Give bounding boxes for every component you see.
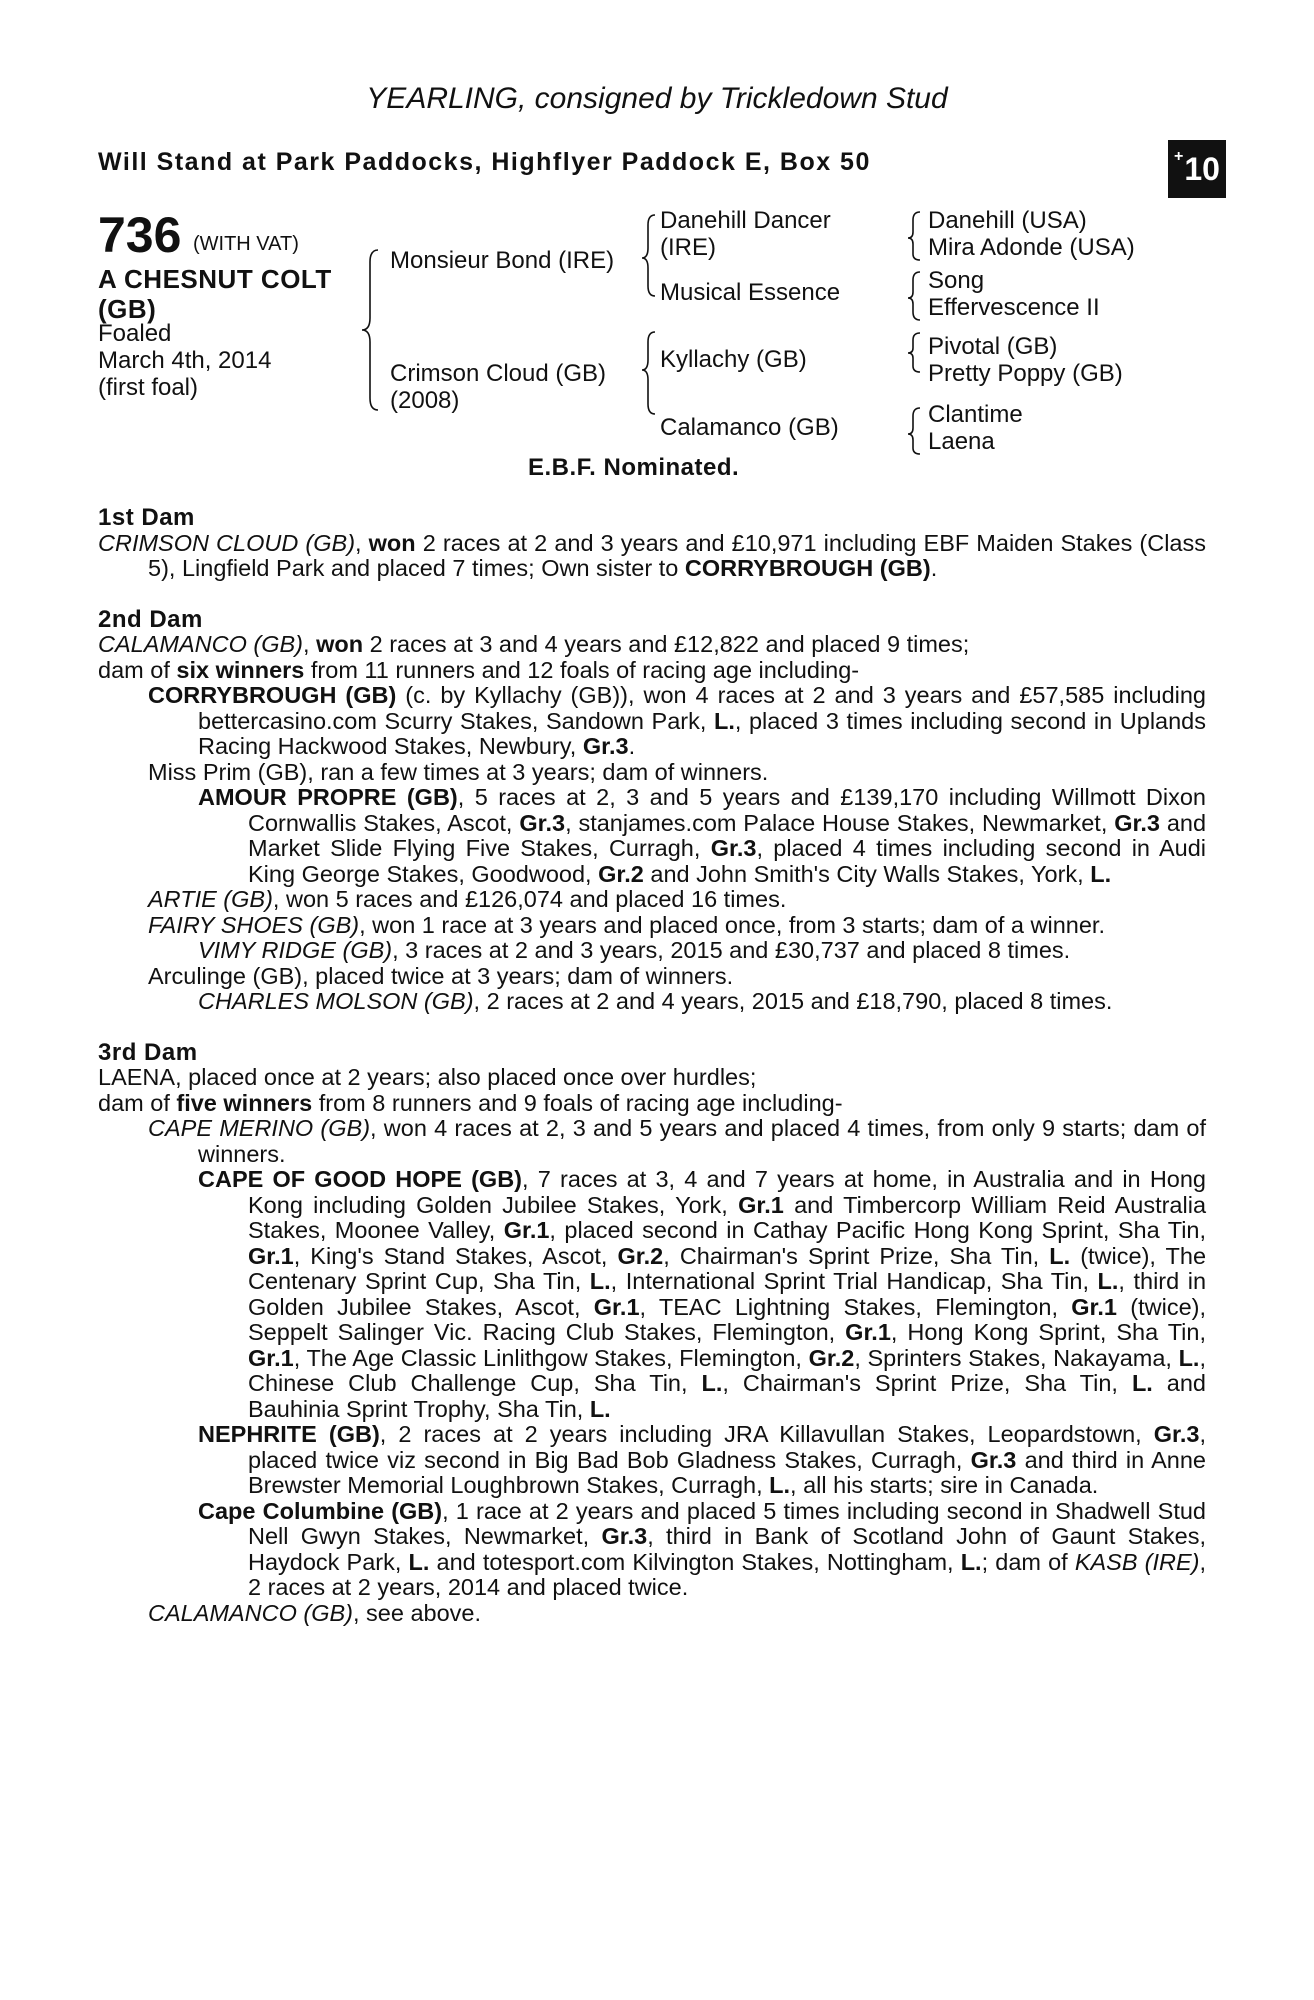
text: , won 1 race at 3 years and placed once, from 3 starts; dam of a winner. xyxy=(359,911,1105,938)
text: dam of xyxy=(98,656,170,683)
g-bracket-2 xyxy=(908,272,920,320)
listed-label: L. xyxy=(1178,1344,1200,1371)
horse-name: ARTIE (GB) xyxy=(148,886,273,912)
second-dam-produce xyxy=(98,658,1206,684)
first-dam-para: CRIMSON CLOUD (GB), won 2 races at 2 and 3 years and £10,971 including EBF Maiden Stakes (Class 5), Lingfield Park and placed 7 times; Own sister to CORRYBROUGH (GB). xyxy=(98,529,1206,581)
group-label: Gr.3 xyxy=(970,1446,1017,1473)
produce-entry: Arculinge (GB), placed twice at 3 years; dam of winners. xyxy=(148,962,734,989)
produce-entry xyxy=(98,683,1206,760)
dam-name: CRIMSON CLOUD (GB) xyxy=(98,529,356,556)
text: , 3 races at 2 and 3 years, 2015 and £30,737 and placed 8 times. xyxy=(392,937,1071,963)
text: , Sprinters Stakes, Nakayama, xyxy=(854,1344,1172,1371)
text: from 11 runners and 12 foals of racing age including- xyxy=(310,656,860,683)
text: (twice), Seppelt Salinger Vic. Racing Club Stakes, Flemington, xyxy=(248,1293,1207,1345)
text: , placed 3 times including second in Uplands Racing Hackwood Stakes, Newbury, xyxy=(198,707,1207,759)
text: , The Age Classic Linlithgow Stakes, Flemington, xyxy=(293,1344,802,1371)
third-dam-heading: 3rd Dam xyxy=(98,1038,198,1066)
consignor-line: YEARLING, consigned by Trickledown Stud xyxy=(366,82,948,115)
text: , International Sprint Trial Handicap, Sha Tin, xyxy=(610,1268,1089,1294)
listed-label: L. xyxy=(1090,860,1112,887)
won-label: won xyxy=(316,631,364,657)
group-label: Gr.1 xyxy=(738,1191,784,1218)
listed-label: L. xyxy=(701,1370,723,1396)
group-label: Gr.3 xyxy=(710,835,757,861)
second-dam-heading: 2nd Dam xyxy=(98,605,203,633)
horse-name: VIMY RIDGE (GB) xyxy=(198,937,393,963)
text: , 5 races at 2, 3 and 5 years and £139,170 including Willmott Dixon Cornwallis Stakes, Ascot, xyxy=(248,784,1206,836)
won-label: won xyxy=(368,529,416,556)
lot-number: 736 xyxy=(98,207,182,263)
sire: Monsieur Bond (IRE) xyxy=(390,247,615,274)
text: from 8 runners and 9 foals of racing age including- xyxy=(318,1089,843,1116)
listed-label: L. xyxy=(713,707,735,734)
dam-bracket xyxy=(642,332,655,414)
location-line: Will Stand at Park Paddocks, Highflyer Paddock E, Box 50 xyxy=(98,148,871,176)
listed-label: L. xyxy=(408,1548,430,1575)
horse-name: Cape Columbine (GB) xyxy=(198,1497,443,1524)
text: , Chairman's Sprint Prize, Sha Tin, xyxy=(663,1242,1040,1269)
sire-dam: Musical Essence xyxy=(660,279,841,306)
gg-1: Danehill (USA) xyxy=(928,207,1087,234)
text: , 7 races at 3, 4 and 7 years at home, in Australia and in Hong Kong including Golden Jubilee Stakes, York, xyxy=(248,1166,1206,1218)
text: and John Smith's City Walls Stakes, York, xyxy=(650,860,1084,887)
group-label: Gr.3 xyxy=(1114,809,1160,836)
text: (c. by Kyllachy (GB)), won 4 races at 2 and 3 years and £57,585 including bettercasino.com Scurry Stakes, Sandown Park, xyxy=(198,682,1206,734)
group-label: Gr.1 xyxy=(248,1242,294,1269)
listed-label: L. xyxy=(769,1472,791,1498)
dam-year: (2008) xyxy=(390,387,460,414)
horse-name: CALAMANCO (GB) xyxy=(148,1599,353,1626)
sister-name: CORRYBROUGH (GB) xyxy=(684,555,931,581)
group-label: Gr.2 xyxy=(598,860,644,887)
group-label: Gr.3 xyxy=(1153,1421,1200,1447)
winners-count: six winners xyxy=(176,656,305,683)
listed-label: L. xyxy=(1097,1268,1119,1294)
text: , 2 races at 2 and 4 years, 2015 and £18,790, placed 8 times. xyxy=(473,988,1113,1014)
foaled-label: Foaled xyxy=(98,320,172,347)
group-label: Gr.1 xyxy=(845,1319,891,1345)
text: , third in Bank of Scotland John of Gaunt Stakes, Haydock Park, xyxy=(248,1523,1207,1575)
g-bracket-1 xyxy=(908,212,920,260)
text: (twice), The Centenary Sprint Cup, Sha Tin, xyxy=(248,1242,1207,1294)
text: dam of xyxy=(98,1089,170,1116)
text: , King's Stand Stakes, Ascot, xyxy=(293,1242,608,1269)
pedigree-brackets xyxy=(0,0,1314,460)
text: and totesport.com Kilvington Stakes, Nottingham, xyxy=(436,1548,954,1575)
text: , third in Golden Jubilee Stakes, Ascot, xyxy=(248,1268,1207,1320)
text: , placed twice viz second in Big Bad Bob Gladness Stakes, Curragh, xyxy=(248,1421,1207,1473)
horse-name-line2: (GB) xyxy=(98,294,157,324)
produce-entry xyxy=(98,989,1206,1015)
produce-entry xyxy=(98,1499,1206,1601)
group-label: Gr.3 xyxy=(601,1523,648,1549)
gg-2: Mira Adonde (USA) xyxy=(928,234,1135,261)
group-label: Gr.1 xyxy=(593,1293,640,1320)
text: , Hong Kong Sprint, Sha Tin, xyxy=(890,1319,1206,1345)
group-label: Gr.3 xyxy=(582,733,629,759)
group-label: Gr.2 xyxy=(808,1344,855,1371)
text: ; dam of xyxy=(981,1548,1068,1575)
gg-8: Laena xyxy=(928,428,995,455)
g-bracket-4 xyxy=(908,408,920,454)
ebf-nominated: E.B.F. Nominated. xyxy=(528,454,740,481)
listed-label: L. xyxy=(1131,1370,1153,1396)
text: , won 4 races at 2, 3 and 5 years and placed 4 times, from only 9 starts; dam of winners. xyxy=(198,1115,1206,1167)
produce-entry xyxy=(98,1116,1206,1167)
vat-label: (WITH VAT) xyxy=(193,233,299,255)
text: , Chinese Club Challenge Cup, Sha Tin, xyxy=(248,1344,1206,1396)
sire-sire-line2: (IRE) xyxy=(660,234,716,261)
badge-plus: + xyxy=(1174,148,1184,165)
produce-entry xyxy=(98,1167,1206,1422)
text: , TEAC Lightning Stakes, Flemington, xyxy=(639,1293,1058,1320)
listed-label: L. xyxy=(1049,1242,1071,1269)
text: , Chairman's Sprint Prize, Sha Tin, xyxy=(722,1370,1118,1396)
produce-entry xyxy=(98,785,1206,887)
text: and Bauhinia Sprint Trophy, Sha Tin, xyxy=(248,1370,1207,1422)
winners-count: five winners xyxy=(176,1089,313,1116)
horse-name: FAIRY SHOES (GB) xyxy=(148,911,360,938)
produce-entry xyxy=(98,1601,1206,1627)
text: and Timbercorp William Reid Australia Stakes, Moonee Valley, xyxy=(248,1191,1207,1243)
main-bracket xyxy=(362,250,378,410)
text: and third in Anne Brewster Memorial Loughbrown Stakes, Curragh, xyxy=(248,1446,1207,1498)
punct: . xyxy=(930,555,938,581)
horse-name: NEPHRITE (GB) xyxy=(198,1421,380,1447)
text: , 2 races at 2 years including JRA Killavullan Stakes, Leopardstown, xyxy=(379,1421,1142,1447)
dam: Crimson Cloud (GB) xyxy=(390,360,607,387)
text: and Market Slide Flying Five Stakes, Curragh, xyxy=(248,809,1207,861)
produce-entry xyxy=(98,938,1206,964)
horse-name: CHARLES MOLSON (GB) xyxy=(198,988,474,1014)
horse-name: CAPE MERINO (GB) xyxy=(148,1115,371,1141)
punct: . xyxy=(628,733,636,759)
text: , won 5 races and £126,074 and placed 16 times. xyxy=(272,886,787,912)
horse-name: AMOUR PROPRE (GB) xyxy=(198,784,458,810)
first-dam-heading: 1st Dam xyxy=(98,504,195,531)
g-bracket-3 xyxy=(908,333,920,372)
gg-7: Clantime xyxy=(928,401,1023,428)
group-label: Gr.1 xyxy=(248,1344,294,1371)
text: , 1 race at 2 years and placed 5 times including second in Shadwell Stud Nell Gwyn Stakes, Newmarket, xyxy=(248,1497,1206,1549)
group-label: Gr.3 xyxy=(519,809,566,836)
gg-3: Song xyxy=(928,267,985,294)
produce-entry: Miss Prim (GB), ran a few times at 3 years; dam of winners. xyxy=(148,758,769,785)
dam-sire: Kyllachy (GB) xyxy=(660,346,807,373)
foal-note: (first foal) xyxy=(98,374,199,401)
text: , placed second in Cathay Pacific Hong Kong Sprint, Sha Tin, xyxy=(549,1217,1207,1243)
produce-entry xyxy=(98,913,1206,939)
dam-name: CALAMANCO (GB) xyxy=(98,631,303,657)
text: , stanjames.com Palace House Stakes, Newmarket, xyxy=(565,809,1108,836)
gg-6: Pretty Poppy (GB) xyxy=(928,360,1123,387)
horse-name: KASB (IRE) xyxy=(1074,1548,1200,1575)
dam-dam: Calamanco (GB) xyxy=(660,414,839,441)
gg-5: Pivotal (GB) xyxy=(928,333,1058,360)
badge-number: 10 xyxy=(1184,150,1220,187)
text: , placed 4 times including second in Audi King George Stakes, Goodwood, xyxy=(248,835,1207,887)
horse-name: CORRYBROUGH (GB) xyxy=(148,682,397,708)
group-label: Gr.1 xyxy=(503,1217,550,1243)
listed-label: L. xyxy=(960,1548,982,1575)
group-label: Gr.2 xyxy=(617,1242,664,1269)
third-dam-produce xyxy=(98,1091,1206,1117)
gg-4: Effervescence II xyxy=(928,294,1100,321)
text: , all his starts; sire in Canada. xyxy=(790,1472,1099,1498)
produce-entry xyxy=(98,1422,1206,1499)
dam-record: 2 races at 2 and 3 years and £10,971 including EBF Maiden Stakes (Class 5), Lingfield Park and placed 7 times; Own sister to xyxy=(148,529,1206,581)
text: , 2 races at 2 years, 2014 and placed twice. xyxy=(248,1548,1206,1600)
listed-label: L. xyxy=(589,1268,611,1294)
foaled-date: March 4th, 2014 xyxy=(98,347,272,374)
horse-name: CAPE OF GOOD HOPE (GB) xyxy=(198,1166,523,1192)
catalogue-body xyxy=(98,505,1206,1626)
horse-name-line1: A CHESNUT COLT xyxy=(98,264,332,294)
produce-entry xyxy=(98,887,1206,913)
listed-label: L. xyxy=(589,1395,611,1422)
sire-bracket xyxy=(642,215,655,296)
text: , see above. xyxy=(353,1599,482,1626)
sire-sire-line1: Danehill Dancer xyxy=(660,207,831,234)
second-dam-para: CALAMANCO (GB), won 2 races at 3 and 4 years and £12,822 and placed 9 times; xyxy=(98,631,970,657)
group-label: Gr.1 xyxy=(1071,1293,1117,1320)
third-dam-para: LAENA, placed once at 2 years; also placed once over hurdles; xyxy=(98,1064,757,1090)
dam-record: 2 races at 3 and 4 years and £12,822 and placed 9 times; xyxy=(369,631,970,657)
